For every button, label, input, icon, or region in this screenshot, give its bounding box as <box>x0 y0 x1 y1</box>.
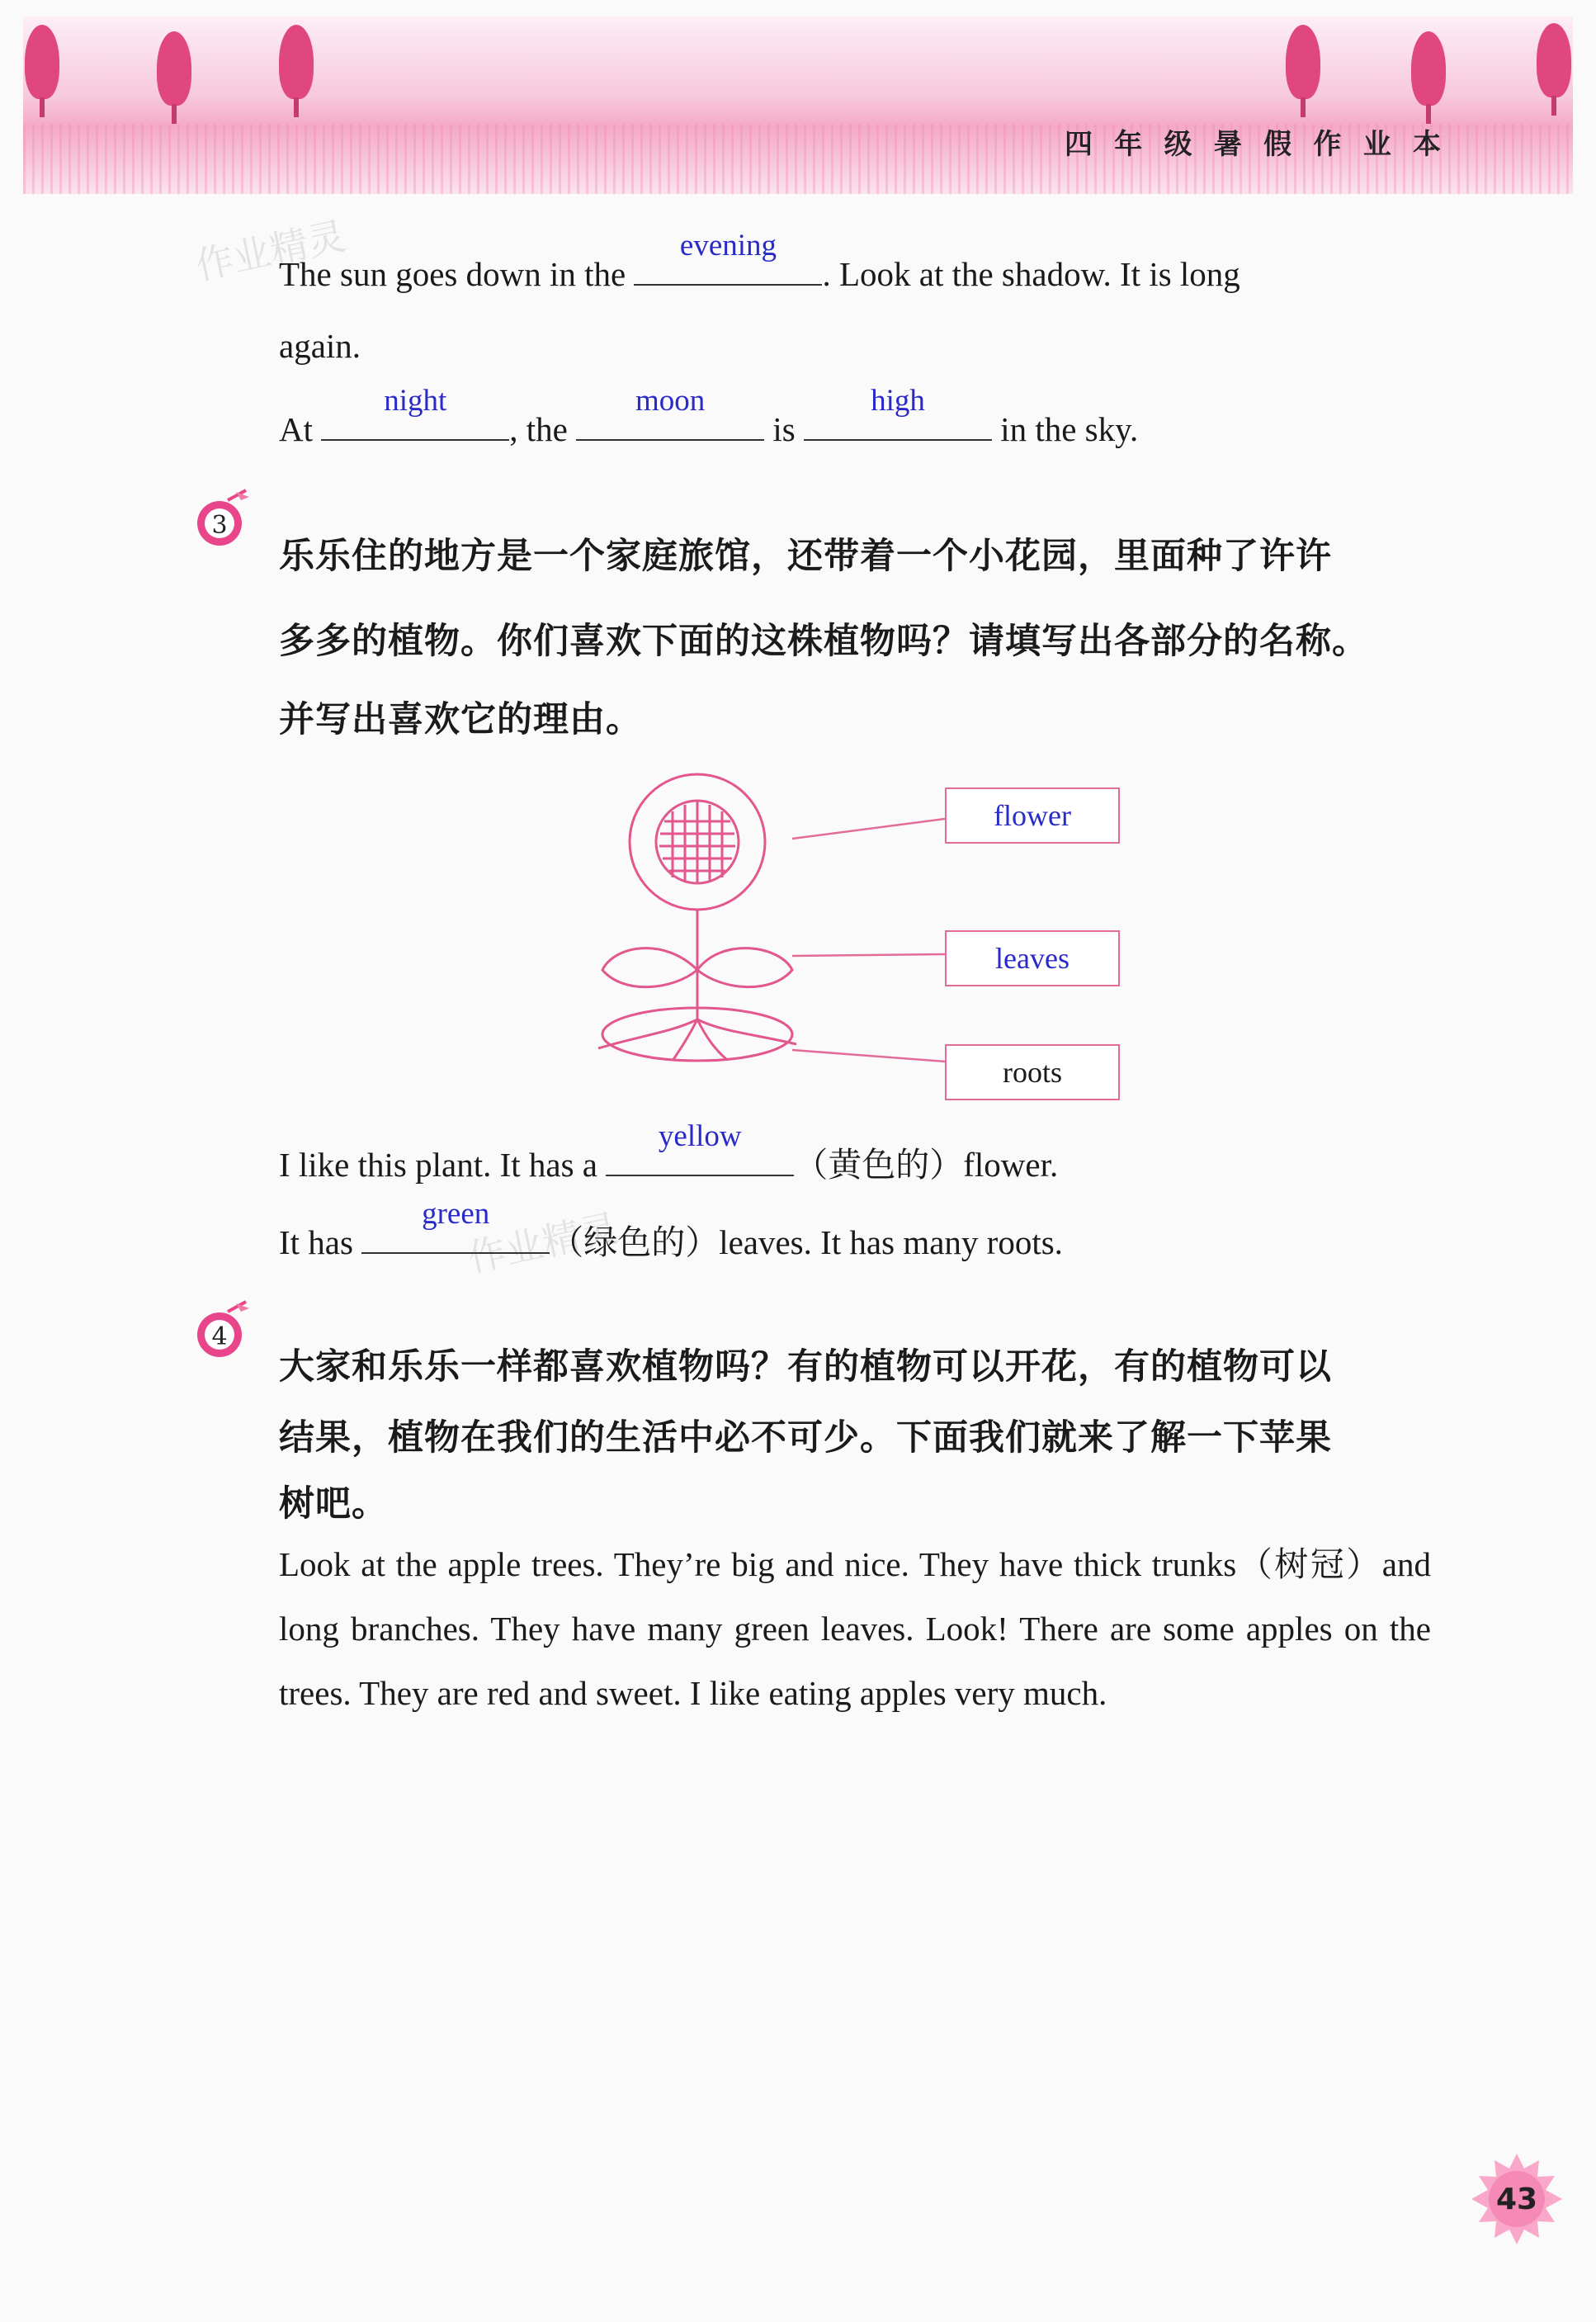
exercise4-instruction: 结果，植物在我们的生活中必不可少。下面我们就来了解一下苹果 <box>279 1417 1332 1459</box>
exercise4-instruction: 大家和乐乐一样都喜欢植物吗？有的植物可以开花，有的植物可以 <box>279 1346 1332 1388</box>
answer-blank[interactable] <box>321 384 509 441</box>
exercise-number: 4 <box>211 1322 228 1351</box>
sentence-text: in the sky. <box>1000 410 1139 448</box>
sentence-text: The sun goes down in the <box>279 255 626 293</box>
exercise3-instruction: 并写出喜欢它的理由。 <box>279 699 642 740</box>
header-title <box>1065 122 1444 160</box>
apple-tree-passage: Look at the apple trees. They’re big and nice. They have thick trunks（树冠）and long branches. They have many green leaves. Look! There are some apples on the trees. They are red and sweet. I like eating apples very much. <box>279 1545 1431 1712</box>
tree-trunk <box>1301 97 1306 117</box>
tree-trunk <box>294 97 299 117</box>
header-char: 假 <box>1263 127 1296 161</box>
watermark: 作业精灵 <box>191 213 350 289</box>
page-number-badge <box>1471 2154 1562 2244</box>
exercise-number: 3 <box>211 511 228 540</box>
leaves-sentence <box>279 1197 1063 1264</box>
exercise4-instruction: 树吧。 <box>279 1483 388 1525</box>
answer-text: night <box>384 384 447 418</box>
plant-sentence <box>279 1119 1059 1186</box>
coconut-drink-icon <box>191 489 251 548</box>
header-char: 暑 <box>1213 127 1245 161</box>
sentence-text: （绿色的）leaves. It has many roots. <box>550 1223 1063 1261</box>
header-char: 级 <box>1164 127 1196 161</box>
answer-blank[interactable] <box>634 229 822 286</box>
exercise3-instruction: 多多的植物。你们喜欢下面的这株植物吗？请填写出各部分的名称。 <box>279 621 1368 662</box>
tree-icon <box>25 25 59 99</box>
label-text: roots <box>1003 1056 1062 1089</box>
sentence-text: I like this plant. It has a <box>279 1146 597 1184</box>
answer-text: evening <box>679 229 777 262</box>
label-leader-lines <box>792 809 949 1073</box>
night-sentence <box>279 384 1139 449</box>
tree-trunk <box>172 104 177 124</box>
answer-text: high <box>871 384 925 418</box>
watermark: 作业精灵 <box>464 1205 622 1281</box>
tree-icon <box>1411 31 1446 106</box>
flower-label-box[interactable] <box>945 787 1120 844</box>
sun-sentence <box>279 229 1240 294</box>
label-text: flower <box>994 799 1071 832</box>
coconut-drink-icon <box>191 1300 251 1360</box>
label-text: leaves <box>995 942 1070 975</box>
tree-trunk <box>40 97 45 117</box>
header-char: 年 <box>1114 127 1146 161</box>
sentence-text: At <box>279 410 313 448</box>
tree-icon <box>157 31 191 106</box>
tree-icon <box>279 25 314 99</box>
answer-text: yellow <box>658 1119 742 1153</box>
sentence-text: again. <box>279 327 361 365</box>
answer-blank[interactable] <box>804 384 992 441</box>
answer-blank[interactable] <box>606 1119 794 1176</box>
sentence-text: . Look at the shadow. It is long <box>822 255 1240 293</box>
sentence-text: is <box>772 410 796 448</box>
tree-icon <box>1286 25 1320 99</box>
roots-label-box[interactable] <box>945 1044 1120 1100</box>
tree-icon <box>1537 23 1571 97</box>
answer-text: green <box>422 1197 490 1231</box>
sentence-text: It has <box>279 1223 353 1261</box>
header-char: 业 <box>1362 127 1395 161</box>
page-number: 43 <box>1495 2182 1538 2216</box>
header-char: 本 <box>1412 127 1444 161</box>
answer-text: moon <box>635 384 706 418</box>
sunflower-drawing <box>590 772 813 1065</box>
exercise3-instruction: 乐乐住的地方是一个家庭旅馆，还带着一个小花园，里面种了许许 <box>279 536 1332 577</box>
header-char: 四 <box>1065 127 1096 161</box>
answer-blank[interactable] <box>576 384 764 441</box>
answer-blank[interactable] <box>361 1197 550 1254</box>
leaves-label-box[interactable] <box>945 930 1120 986</box>
sentence-text: , the <box>509 410 568 448</box>
sentence-text: （黄色的）flower. <box>794 1146 1059 1184</box>
tree-trunk <box>1551 96 1556 116</box>
header-char: 作 <box>1313 127 1345 161</box>
